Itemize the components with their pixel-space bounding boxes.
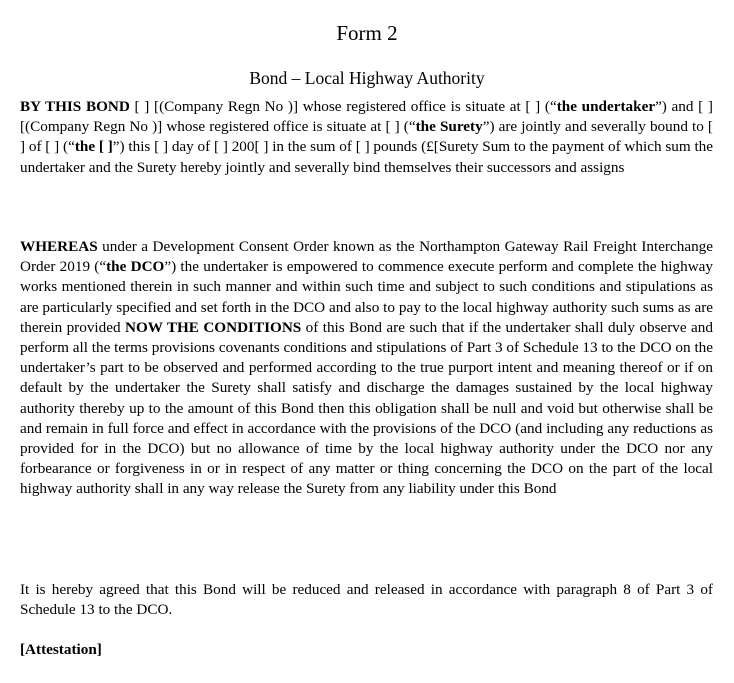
whereas-clause-paragraph xyxy=(20,237,713,500)
undertaker-term: the undertaker xyxy=(556,98,656,115)
now-the-conditions-term: NOW THE CONDITIONS xyxy=(125,318,302,336)
form-title: Form 2 xyxy=(336,21,398,45)
bond-clause-text-d: ”) this [ ] day of [ ] 200[ ] in the sum of [ ] pounds (£[Surety Sum to the payment of which sum the undertaker and the Surety hereby jointly and severally bind themselves their successors and assigns xyxy=(20,138,713,176)
whereas-lead: WHEREAS xyxy=(20,238,98,255)
whereas-text-a: under a Development Consent Order known as the Northampton Gateway Rail Freight Interchange Order 2019 (“ xyxy=(20,238,713,276)
surety-term: the Surety xyxy=(415,118,483,136)
dco-term: the DCO xyxy=(106,258,165,276)
whereas-text-b: ”) the undertaker is empowered to commence execute perform and complete the highway works mentioned therein in such manner and within such time and subject to such conditions and stipulations as are particularly specified and set forth in the DCO and also to pay to the local highway authority such sums as are therein provided xyxy=(20,258,713,336)
bond-clause-lead: BY THIS BOND xyxy=(20,98,130,115)
document-subtitle: Bond – Local Highway Authority xyxy=(249,68,485,88)
beneficiary-term: the [ ] xyxy=(74,138,113,156)
attestation-heading: [Attestation] xyxy=(20,641,102,658)
bond-clause-text-c: ”) are jointly and severally bound to [ ] of [ ] (“ xyxy=(20,118,713,156)
bond-clause-text-b: ”) and [ ] [(Company Regn No )] whose registered office is situate at [ ] (“ xyxy=(20,98,713,136)
agreement-clause-paragraph: It is hereby agreed that this Bond will be reduced and released in accordance with paragraph 8 of Part 3 of Schedule 13 to the DCO. xyxy=(20,581,713,619)
whereas-text-c: of this Bond are such that if the undertaker shall duly observe and perform all the terms provisions covenants conditions and stipulations of Part 3 of Schedule 13 to the DCO on the undertaker’s part to be observed and performed according to the true purport intent and meaning thereof or if on default by the undertaker the Surety shall satisfy and discharge the damages sustained by the local highway authority thereby up to the amount of this Bond then this obligation shall be null and void but otherwise shall be and remain in full force and effect in accordance with the provisions of the DCO (and including any reductions as provided for in the DCO) but no allowance of time by the local highway authority under the DCO nor any forbearance or forgiveness in or in respect of any matter or thing concerning the DCO on the part of the local highway authority shall in any way release the Surety from any liability under this Bond xyxy=(20,318,713,498)
bond-clause-text-a: [ ] [(Company Regn No )] whose registered office is situate at [ ] (“ xyxy=(129,98,557,115)
bond-clause-paragraph xyxy=(20,97,713,178)
